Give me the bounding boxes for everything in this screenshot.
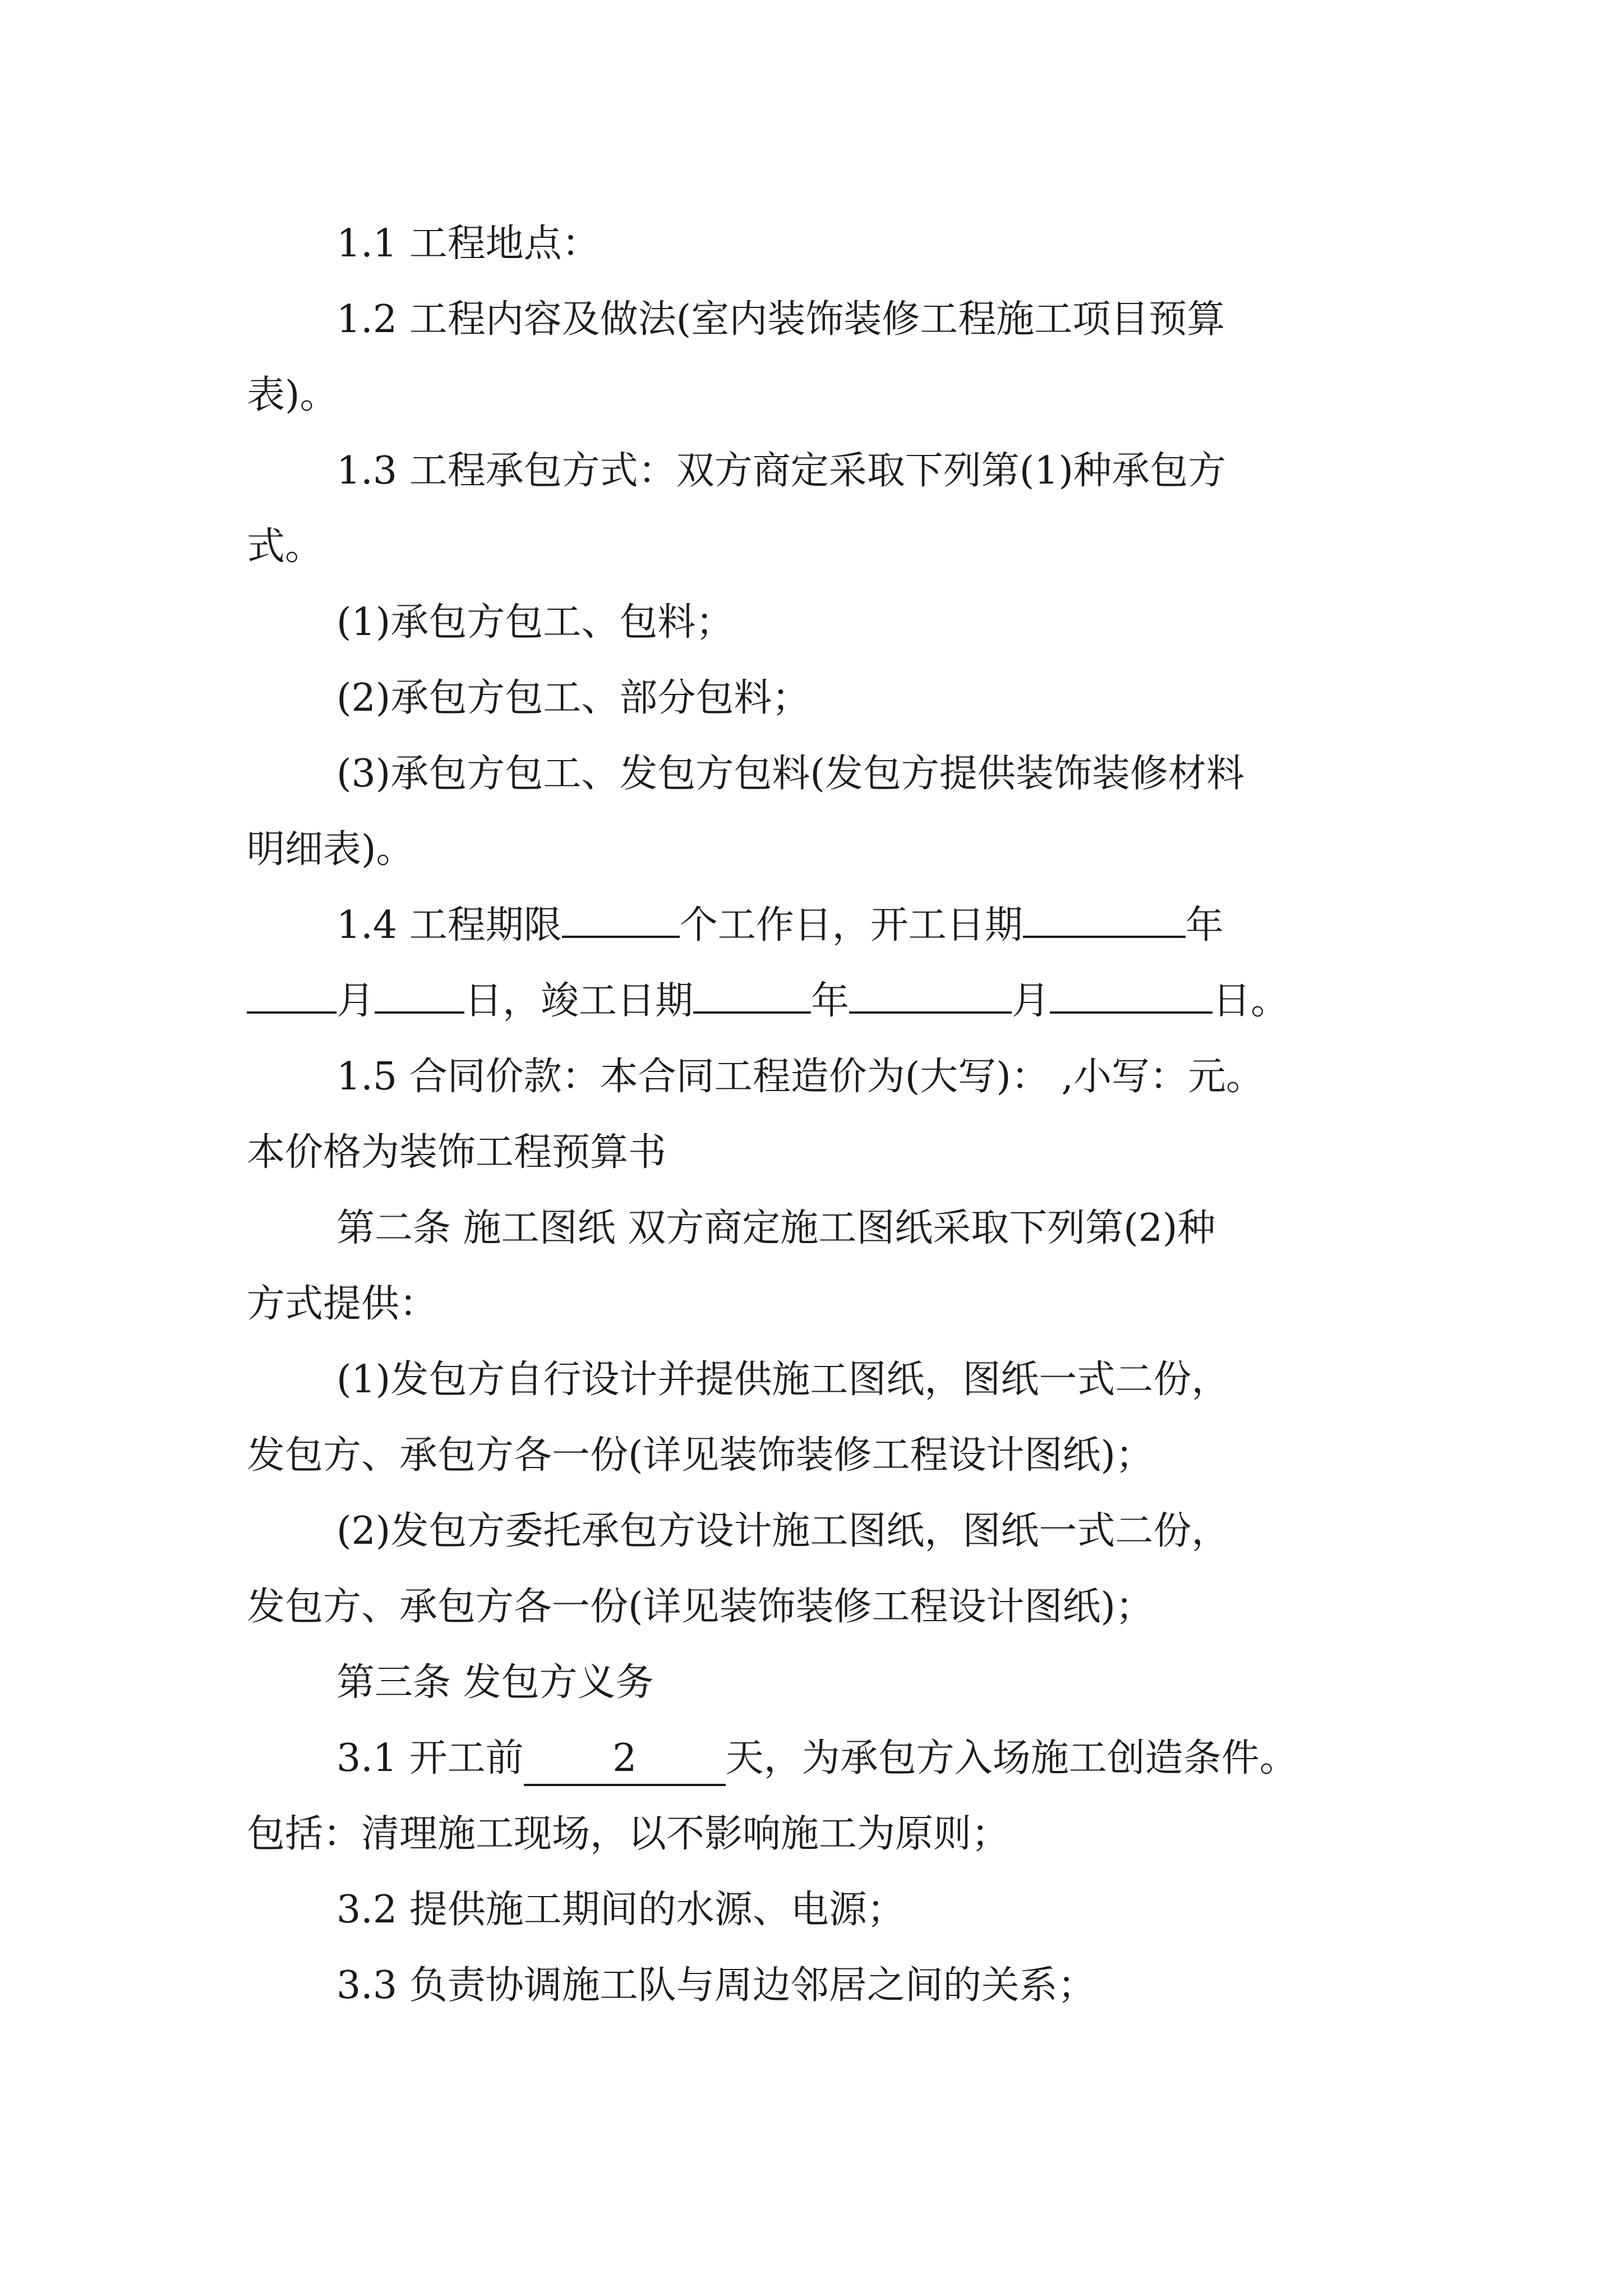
clause-1-5-line-1: 1.5 合同价款：本合同工程造价为(大写)： ,小写：元。 — [336, 1055, 1265, 1099]
start-day-blank[interactable] — [375, 978, 464, 1014]
article-2-option-2-line-1: (2)发包方委托承包方设计施工图纸，图纸一式二份， — [336, 1509, 1230, 1553]
clause-1-4-line-2 — [247, 976, 1289, 1027]
end-day-label: 日。 — [1212, 979, 1289, 1023]
end-month-label: 月 — [1012, 979, 1050, 1023]
option-2: (2)承包方包工、部分包料； — [336, 676, 810, 720]
clause-1-2-line-2: 表)。 — [247, 373, 338, 417]
option-3-line-1: (3)承包方包工、发包方包料(发包方提供装饰装修材料 — [336, 752, 1244, 796]
clause-3-2: 3.2 提供施工期间的水源、电源； — [336, 1888, 905, 1932]
clause-3-1-line-1 — [336, 1733, 1298, 1784]
days-before-start-field[interactable]: 2 — [524, 1733, 726, 1786]
clause-1-4-line-1 — [336, 900, 1224, 951]
article-2-line-1: 第二条 施工图纸 双方商定施工图纸采取下列第(2)种 — [336, 1206, 1216, 1250]
article-3-title: 第三条 发包方义务 — [336, 1660, 654, 1705]
end-month-blank[interactable] — [849, 978, 1012, 1014]
article-2-line-2: 方式提供： — [247, 1282, 438, 1326]
end-year-blank[interactable] — [693, 978, 811, 1014]
clause-1-4-prefix: 1.4 工程期限 — [336, 903, 562, 947]
start-year-blank[interactable] — [1023, 902, 1186, 938]
clause-1-5-line-2: 本价格为装饰工程预算书 — [247, 1130, 667, 1175]
clause-3-1-line-2: 包括：清理施工现场，以不影响施工为原则； — [247, 1812, 1010, 1856]
article-2-option-2-line-2: 发包方、承包方各一份(详见装饰装修工程设计图纸)； — [247, 1585, 1154, 1629]
option-1: (1)承包方包工、包料； — [336, 600, 734, 645]
clause-3-1-suffix: 天，为承包方入场施工创造条件。 — [725, 1736, 1298, 1780]
workdays-blank[interactable] — [562, 902, 680, 938]
article-2-option-1-line-1: (1)发包方自行设计并提供施工图纸，图纸一式二份， — [336, 1358, 1230, 1402]
option-3-line-2: 明细表)。 — [247, 827, 414, 872]
clause-1-3-line-1: 1.3 工程承包方式：双方商定采取下列第(1)种承包方 — [336, 449, 1227, 493]
start-month-label: 月 — [336, 979, 375, 1023]
end-year-label: 年 — [811, 979, 850, 1023]
completion-date-label: 日，竣工日期 — [464, 979, 694, 1023]
clause-1-1: 1.1 工程地点： — [336, 222, 600, 266]
clause-1-2-line-1: 1.2 工程内容及做法(室内装饰装修工程施工项目预算 — [336, 297, 1225, 342]
clause-3-1-prefix: 3.1 开工前 — [336, 1736, 524, 1780]
clause-1-3-line-2: 式。 — [247, 524, 324, 569]
article-2-option-1-line-2: 发包方、承包方各一份(详见装饰装修工程设计图纸)； — [247, 1433, 1154, 1478]
clause-3-3: 3.3 负责协调施工队与周边邻居之间的关系； — [336, 1963, 1096, 2008]
clause-1-4-workdays-text: 个工作日，开工日期 — [679, 903, 1023, 947]
end-day-blank[interactable] — [1050, 978, 1212, 1014]
start-month-blank[interactable] — [247, 978, 336, 1014]
start-year-label: 年 — [1185, 903, 1224, 947]
